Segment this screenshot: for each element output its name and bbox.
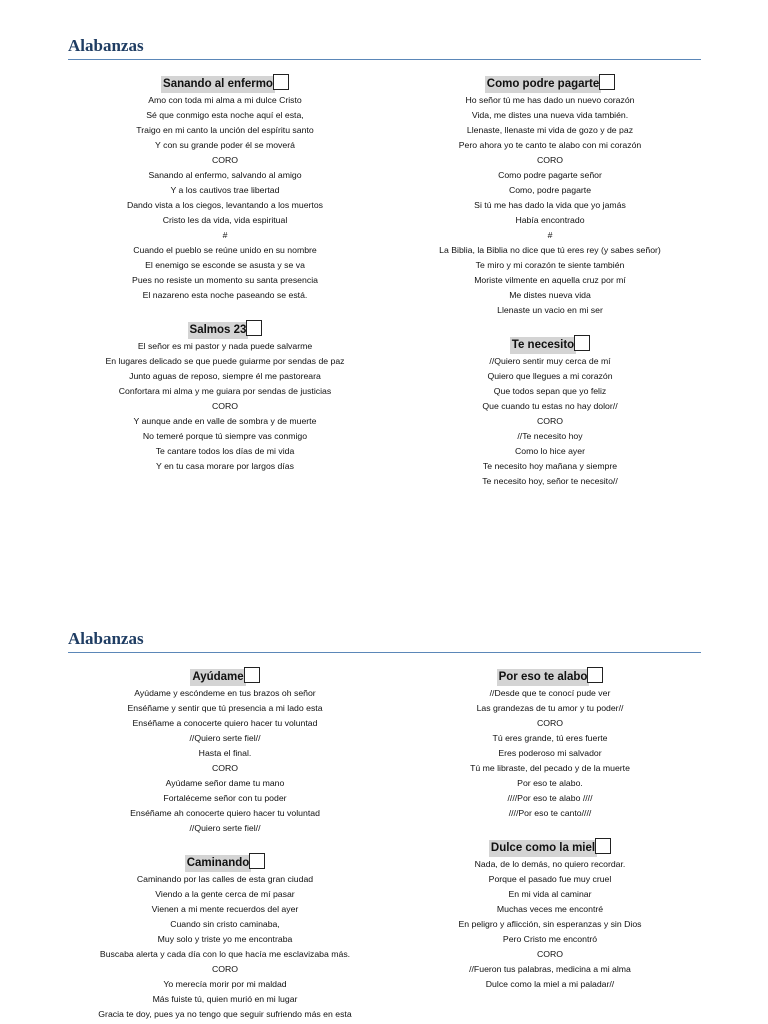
song (60, 74, 390, 303)
lyric-line: Por eso te alabo. (517, 778, 583, 788)
lyric-line: El enemigo se esconde se asusta y se va (145, 260, 305, 270)
lyric-line: Pues no resiste un momento su santa presencia (132, 275, 318, 285)
lyric-line: CORO (211, 964, 239, 974)
lyric-line: Muchas veces me encontré (496, 904, 604, 914)
lyric-line: Que todos sepan que yo feliz (493, 386, 607, 396)
lyric-line: Ayúdame y escóndeme en tus brazos oh señor (134, 688, 316, 698)
lyric-line: Sé que conmigo esta noche aquí el esta, (146, 110, 304, 120)
lyric-line: Te necesito hoy mañana y siempre (482, 461, 618, 471)
song-title: Ayúdame (190, 669, 245, 686)
lyric-line: ////Por eso te alabo //// (507, 793, 593, 803)
lyric-line: Las grandezas de tu amor y tu poder// (476, 703, 624, 713)
checkbox[interactable] (246, 320, 262, 336)
song (385, 667, 715, 821)
lyric-line: Y en tu casa morare por largos días (156, 461, 294, 471)
lyric-line: //Desde que te conocí pude ver (489, 688, 611, 698)
lyric-line: El señor es mi pastor y nada puede salvarme (137, 341, 313, 351)
page-header (68, 36, 701, 56)
lyric-line: Hasta el final. (198, 748, 252, 758)
right-column (385, 74, 715, 489)
lyric-line: ////Por eso te canto//// (508, 808, 592, 818)
lyric-line: Quiero que llegues a mi corazón (487, 371, 613, 381)
lyric-line: Que cuando tu estas no hay dolor// (482, 401, 618, 411)
lyric-line: Como podre pagarte señor (498, 170, 602, 180)
lyric-line: Tú eres grande, tú eres fuerte (492, 733, 608, 743)
lyric-line: CORO (211, 155, 239, 165)
lyric-line: Moriste vilmente en aquella cruz por mí (474, 275, 626, 285)
song-title: Sanando al enfermo (161, 76, 275, 93)
lyric-line: CORO (536, 949, 564, 959)
lyric-line: Vida, me distes una nueva vida también. (471, 110, 629, 120)
lyric-line: En peligro y aflicción, sin esperanzas y sin Dios (458, 919, 642, 929)
lyric-line: Fortaléceme señor con tu poder (163, 793, 287, 803)
lyric-line: CORO (211, 401, 239, 411)
lyric-line: Pero Cristo me encontró (502, 934, 598, 944)
lyric-line: Confortara mi alma y me guiara por sendas de justicias (118, 386, 332, 396)
lyric-line: Caminando por las calles de esta gran ciudad (136, 874, 314, 884)
lyric-line: Eres poderoso mi salvador (498, 748, 602, 758)
lyric-line: Pero ahora yo te canto te alabo con mi corazón (458, 140, 642, 150)
checkbox[interactable] (244, 667, 260, 683)
page-title: Alabanzas (68, 629, 144, 648)
lyric-line: # (222, 230, 228, 240)
header-rule (68, 59, 701, 60)
checkbox[interactable] (273, 74, 289, 90)
lyric-line: Te necesito hoy, señor te necesito// (482, 476, 618, 486)
lyric-line: Traigo en mi canto la unción del espíritu santo (136, 125, 314, 135)
left-column (60, 667, 390, 1022)
lyric-line: CORO (211, 763, 239, 773)
lyric-line: El nazareno esta noche paseando se está. (142, 290, 308, 300)
lyric-line: Más fuiste tú, quien murió en mi lugar (152, 994, 298, 1004)
lyric-line: Junto aguas de reposo, siempre él me pastoreara (129, 371, 321, 381)
lyric-line: Había encontrado (515, 215, 585, 225)
lyric-line: # (547, 230, 553, 240)
song (385, 74, 715, 318)
right-column (385, 667, 715, 992)
lyric-line: Yo merecía morir por mi maldad (163, 979, 287, 989)
lyric-line: Vienen a mi mente recuerdos del ayer (151, 904, 299, 914)
lyric-line: //Quiero serte fiel// (189, 733, 261, 743)
lyric-line: Como lo hice ayer (514, 446, 585, 456)
lyric-line: Gracia te doy, pues ya no tengo que seguir sufriendo más en esta (98, 1009, 352, 1019)
song-title: Salmos 23 (188, 322, 249, 339)
lyric-line: Y aunque ande en valle de sombra y de muerte (133, 416, 317, 426)
page-header (68, 629, 701, 649)
lyric-line: Enséñame ah conocerte quiero hacer tu voluntad (130, 808, 320, 818)
song-title: Por eso te alabo (497, 669, 590, 686)
lyric-line: Y a los cautivos trae libertad (170, 185, 280, 195)
lyric-line: Porque el pasado fue muy cruel (488, 874, 612, 884)
lyric-line: Sanando al enfermo, salvando al amigo (148, 170, 302, 180)
checkbox[interactable] (574, 335, 590, 351)
lyric-line: Amo con toda mi alma a mi dulce Cristo (148, 95, 302, 105)
lyric-line: Llenaste un vacio en mi ser (497, 305, 603, 315)
checkbox[interactable] (599, 74, 615, 90)
lyric-line: Dando vista a los ciegos, levantando a los muertos (126, 200, 324, 210)
lyric-line: Llenaste, llenaste mi vida de gozo y de paz (466, 125, 634, 135)
song (60, 853, 390, 1022)
lyric-line: Cristo les da vida, vida espiritual (162, 215, 288, 225)
lyric-line: Muy solo y triste yo me encontraba (157, 934, 293, 944)
song-title: Caminando (185, 855, 252, 872)
lyric-line: //Te necesito hoy (517, 431, 583, 441)
song (385, 838, 715, 992)
lyric-line: Viendo a la gente cerca de mí pasar (155, 889, 295, 899)
song (60, 320, 390, 474)
lyric-line: Te miro y mi corazón te siente también (475, 260, 625, 270)
lyric-line: Dulce como la miel a mi paladar// (485, 979, 615, 989)
song-title: Como podre pagarte (485, 76, 601, 93)
lyric-line: Cuando el pueblo se reúne unido en su nombre (133, 245, 317, 255)
checkbox[interactable] (587, 667, 603, 683)
lyric-line: Nada, de lo demás, no quiero recordar. (474, 859, 626, 869)
lyric-line: Cuando sin cristo caminaba, (170, 919, 280, 929)
lyric-line: Te cantare todos los días de mi vida (155, 446, 295, 456)
lyric-line: CORO (536, 416, 564, 426)
checkbox[interactable] (595, 838, 611, 854)
lyric-line: Buscaba alerta y cada día con lo que hacía me esclavizaba más. (99, 949, 351, 959)
lyric-line: En lugares delicado se que puede guiarme por sendas de paz (105, 356, 345, 366)
header-rule (68, 652, 701, 653)
lyric-line: Enséñame y sentir que tú presencia a mi lado esta (127, 703, 323, 713)
lyric-line: La Biblia, la Biblia no dice que tú eres rey (y sabes señor) (439, 245, 661, 255)
lyric-line: //Quiero serte fiel// (189, 823, 261, 833)
song (60, 667, 390, 836)
lyric-line: En mi vida al caminar (508, 889, 592, 899)
lyric-line: //Quiero sentir muy cerca de mí (489, 356, 611, 366)
lyric-line: Ayúdame señor dame tu mano (165, 778, 285, 788)
lyric-line: Me distes nueva vida (509, 290, 591, 300)
song-title: Dulce como la miel (489, 840, 597, 857)
page-title: Alabanzas (68, 36, 144, 55)
lyric-line: CORO (536, 718, 564, 728)
song-title: Te necesito (510, 337, 576, 354)
lyric-line: Y con su grande poder él se moverá (155, 140, 295, 150)
lyric-line: Si tú me has dado la vida que yo jamás (474, 200, 626, 210)
lyric-line: //Fueron tus palabras, medicina a mi alma (469, 964, 631, 974)
lyric-line: Ho señor tú me has dado un nuevo corazón (465, 95, 635, 105)
checkbox[interactable] (249, 853, 265, 869)
lyric-line: Tú me libraste, del pecado y de la muerte (470, 763, 630, 773)
lyric-line: Enséñame a conocerte quiero hacer tu voluntad (132, 718, 318, 728)
lyric-line: CORO (536, 155, 564, 165)
lyric-line: Como, podre pagarte (508, 185, 592, 195)
left-column (60, 74, 390, 474)
song (385, 335, 715, 489)
lyric-line: No temeré porque tú siempre vas conmigo (142, 431, 308, 441)
